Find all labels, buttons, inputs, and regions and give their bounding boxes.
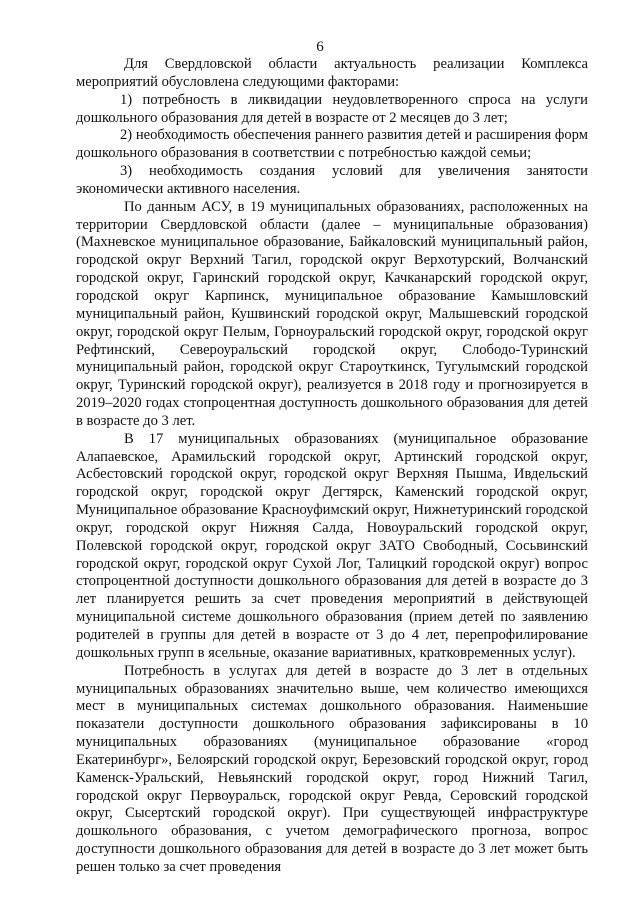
list-item-2: 2) необходимость обеспечения раннего развития детей и расширения форм дошкольного образования в соответствии с потребностью каждой семьи; bbox=[76, 127, 588, 162]
list-item-1: 1) потребность в ликвидации неудовлетворенного спроса на услуги дошкольного образования для детей в возрасте от 2 месяцев до 3 лет; bbox=[76, 91, 588, 126]
document-body bbox=[76, 56, 588, 877]
page-number: 6 bbox=[316, 39, 324, 55]
paragraph-demand: Потребность в услугах для детей в возрасте до 3 лет в отдельных муниципальных образованиях значительно выше, чем количество имеющихся мест в муниципальных системах дошкольного образования. Наименьшие показатели доступности дошкольного образования зафиксированы в 10 муниципальных образованиях (муниципальное образование «город Екатеринбург», Белоярский городской округ, Березовский городской округ, город Каменск-Уральский, Невьянский городской округ, город Нижний Тагил, городской округ Первоуральск, городской округ Ревда, Серовский городской округ, Сысертский городской округ). При существующей инфраструктуре дошкольного образования, с учетом демографического прогноза, вопрос доступности дошкольного образования для детей в возрасте до 3 лет может быть решен только за счет проведения bbox=[76, 662, 588, 875]
paragraph-17-municipalities: В 17 муниципальных образованиях (муниципальное образование Алапаевское, Арамильский городской округ, Артинский городской округ, Асбестовский городской округ, городской округ Верхняя Пышма, Ивдельский городской округ, городской округ Дегтярск, Каменский городской округ, Муниципальное образование Красноуфимский округ, Нижнетуринский городской округ, городской округ Нижняя Салда, Новоуральский городской округ, Полевской городской округ, городской округ ЗАТО Свободный, Сосьвинский городской округ, городской округ Сухой Лог, Талицкий городской округ) вопрос стопроцентной доступности дошкольного образования для детей в возрасте до 3 лет планируется решить за счет проведения мероприятий в действующей муниципальной системе дошкольного образования (прием детей по заявлению родителей в группы для детей в возрасте от 3 до 4 лет, перепрофилирование дошкольных групп в ясельные, оказание вариативных, кратковременных услуг). bbox=[76, 430, 588, 661]
paragraph-asu-data: По данным АСУ, в 19 муниципальных образованиях, расположенных на территории Свердловской области (далее – муниципальные образования) (Махневское муниципальное образование, Байкаловский муниципальный район, городской округ Верхний Тагил, городской округ Верхотурский, Волчанский городской округ, Гаринский городской округ, Качканарский городской округ, городской округ Карпинск, муниципальное образование Камышловский муниципальный район, Кушвинский городской округ, Малышевский городской округ, городской округ Пелым, Горноуральский городской округ, городской округ Рефтинский, Североуральский городской округ, Слободо-Туринский муниципальный район, городской округ Староуткинск, Тугулымский городской округ, Туринский городской округ), реализуется в 2018 году и прогнозируется в 2019–2020 годах стопроцентная доступность дошкольного образования для детей в возрасте до 3 лет. bbox=[76, 198, 588, 429]
paragraph-intro: Для Свердловской области актуальность реализации Комплекса мероприятий обусловлена следующими факторами: bbox=[76, 56, 588, 90]
list-item-3: 3) необходимость создания условий для увеличения занятости экономически активного населения. bbox=[76, 163, 588, 197]
